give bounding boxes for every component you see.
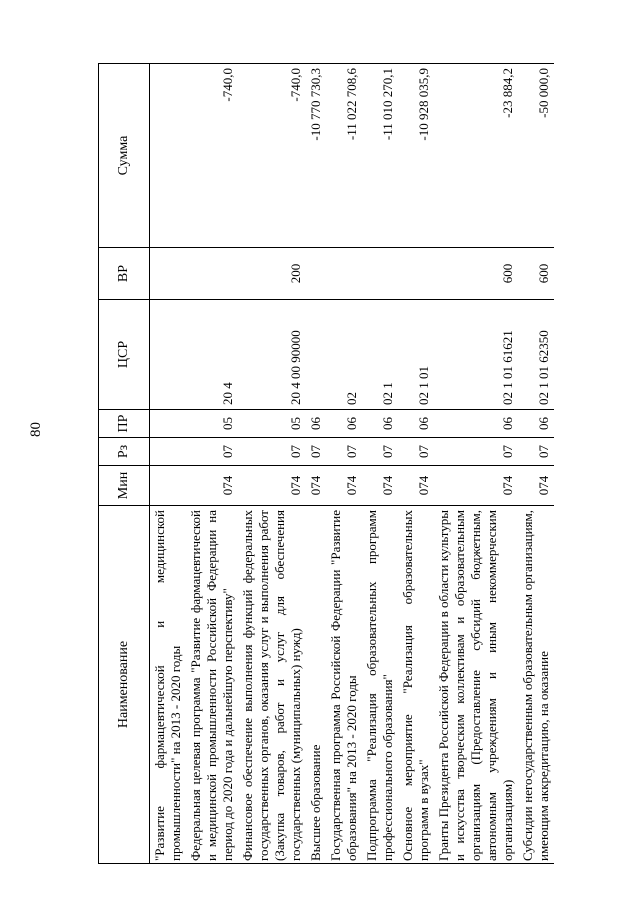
cell-min: 074 xyxy=(326,466,362,506)
cell-rz: 07 xyxy=(518,438,554,466)
cell-min: 074 xyxy=(518,466,554,506)
cell-rz xyxy=(150,438,187,466)
cell-sum: -740,0 xyxy=(238,64,306,248)
cell-rz: 07 xyxy=(398,438,434,466)
cell-name: Высшее образование xyxy=(306,506,326,864)
cell-pr: 06 xyxy=(434,410,518,438)
header-csr: ЦСР xyxy=(99,300,150,410)
cell-sum: -10 770 730,3 xyxy=(306,64,326,248)
cell-name: Государственная программа Российской Федерации "Развитие образования" на 2013 - 2020 годы xyxy=(326,506,362,864)
cell-csr: 20 4 00 90000 xyxy=(238,300,306,410)
cell-rz: 07 xyxy=(434,438,518,466)
table-row xyxy=(238,64,306,864)
table-row xyxy=(434,64,518,864)
cell-sum: -740,0 xyxy=(186,64,238,248)
budget-table-container xyxy=(98,64,603,864)
cell-csr xyxy=(150,300,187,410)
cell-vr xyxy=(362,248,398,300)
header-rz: Рз xyxy=(99,438,150,466)
cell-min: 074 xyxy=(434,466,518,506)
cell-rz: 07 xyxy=(326,438,362,466)
cell-rz: 07 xyxy=(306,438,326,466)
cell-pr: 05 xyxy=(186,410,238,438)
cell-csr: 02 1 01 xyxy=(398,300,434,410)
cell-csr: 02 1 01 62350 xyxy=(518,300,554,410)
header-sum: Сумма xyxy=(99,64,150,248)
cell-pr: 06 xyxy=(518,410,554,438)
cell-name: Основное мероприятие "Реализация образовательных программ в вузах" xyxy=(398,506,434,864)
cell-sum: -50 000,0 xyxy=(518,64,554,248)
cell-pr: 06 xyxy=(398,410,434,438)
cell-min: 074 xyxy=(306,466,326,506)
table-row xyxy=(398,64,434,864)
cell-vr: 200 xyxy=(238,248,306,300)
cell-min: 074 xyxy=(362,466,398,506)
header-vr: ВР xyxy=(99,248,150,300)
table-row xyxy=(326,64,362,864)
cell-sum: -10 928 035,9 xyxy=(398,64,434,248)
cell-rz: 07 xyxy=(186,438,238,466)
cell-name: "Развитие фармацевтической и медицинской промышленности" на 2013 - 2020 годы xyxy=(150,506,187,864)
cell-csr: 20 4 xyxy=(186,300,238,410)
cell-sum: -11 010 270,1 xyxy=(362,64,398,248)
cell-sum: -11 022 708,6 xyxy=(326,64,362,248)
cell-sum: -23 884,2 xyxy=(434,64,518,248)
cell-name: Федеральная целевая программа "Развитие фармацевтической и медицинской промышленности Российской Федерации на период до 2020 года и дальнейшую перспективу" xyxy=(186,506,238,864)
cell-vr xyxy=(150,248,187,300)
table-row xyxy=(306,64,326,864)
cell-rz: 07 xyxy=(238,438,306,466)
cell-name: Субсидии негосударственным образовательным организациям, имеющим аккредитацию, на оказание xyxy=(518,506,554,864)
header-min: Мин xyxy=(99,466,150,506)
cell-vr: 600 xyxy=(518,248,554,300)
cell-min: 074 xyxy=(398,466,434,506)
cell-name: Подпрограмма "Реализация образовательных программ профессионального образования" xyxy=(362,506,398,864)
cell-csr: 02 1 01 61621 xyxy=(434,300,518,410)
table-row xyxy=(362,64,398,864)
cell-min: 074 xyxy=(186,466,238,506)
cell-csr: 02 xyxy=(326,300,362,410)
cell-vr xyxy=(306,248,326,300)
cell-rz: 07 xyxy=(362,438,398,466)
cell-pr: 06 xyxy=(326,410,362,438)
page-number: 80 xyxy=(28,422,44,437)
cell-pr: 05 xyxy=(238,410,306,438)
table-row xyxy=(518,64,554,864)
table-row xyxy=(150,64,187,864)
cell-name: Гранты Президента Российской Федерации в области культуры и искусства творческим коллективам и образовательным организациям (Предоставление субсидий бюджетным, автономным учреждениям и иным некоммерческим организациям) xyxy=(434,506,518,864)
cell-pr xyxy=(150,410,187,438)
budget-table xyxy=(98,63,554,864)
cell-pr: 06 xyxy=(306,410,326,438)
cell-vr xyxy=(326,248,362,300)
cell-pr: 06 xyxy=(362,410,398,438)
header-name: Наименование xyxy=(99,506,150,864)
cell-min xyxy=(150,466,187,506)
cell-name: Финансовое обеспечение выполнения функций федеральных государственных органов, оказания услуг и выполнения работ (Закупка товаров, работ и услуг для обеспечения государственных (муниципальных) нужд) xyxy=(238,506,306,864)
table-row xyxy=(186,64,238,864)
cell-csr xyxy=(306,300,326,410)
cell-vr xyxy=(186,248,238,300)
cell-vr xyxy=(398,248,434,300)
header-pr: ПР xyxy=(99,410,150,438)
cell-vr: 600 xyxy=(434,248,518,300)
table-header-row xyxy=(99,64,150,864)
cell-min: 074 xyxy=(238,466,306,506)
cell-sum xyxy=(150,64,187,248)
cell-csr: 02 1 xyxy=(362,300,398,410)
